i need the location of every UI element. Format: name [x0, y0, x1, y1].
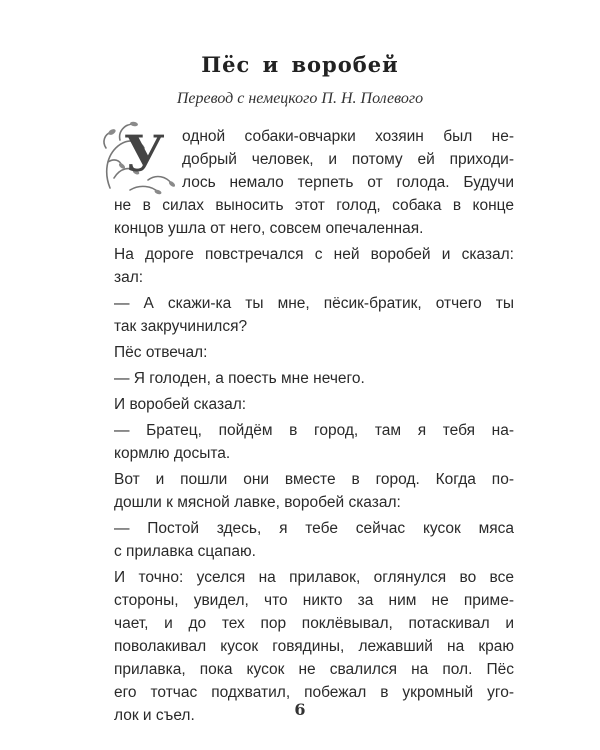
text-line: стороны, увидел, что никто за ним не приме-	[114, 592, 514, 609]
text-line: чает, и до тех пор поклёвывал, потаскивал и	[114, 615, 514, 632]
text-line: — Я голоден, а поесть мне нечего.	[114, 370, 365, 387]
text-line: не в силах выносить этот голод, собака в конце	[114, 197, 514, 214]
page-number: 6	[294, 700, 306, 719]
text-line: И воробей сказал:	[114, 396, 247, 413]
text-line: лок и съел.	[114, 707, 195, 724]
story-title: Пёс и воробей	[201, 52, 399, 77]
text-line: И точно: уселся на прилавок, оглянулся во все	[114, 569, 514, 586]
text-line: Вот и пошли они вместе в город. Когда по-	[114, 471, 514, 488]
text-line: с прилавка сцапаю.	[114, 543, 256, 560]
translator-credit: Перевод с немецкого П. Н. Полевого	[176, 90, 424, 107]
story-text	[114, 125, 514, 727]
text-line: Пёс отвечал:	[114, 344, 208, 361]
text-line: одной собаки-овчарки хозяин был не-	[182, 128, 514, 145]
text-line: На дороге повстречался с ней воробей и сказал:	[114, 246, 514, 263]
text-line: поволакивал кусок говядины, лежавший на краю	[114, 638, 514, 655]
text-line: прилавка, пока кусок не свалился на пол. Пёс	[114, 661, 514, 678]
text-line: концов ушла от него, совсем опечаленная.	[114, 220, 424, 237]
text-line: так закручинился?	[114, 318, 248, 335]
text-line: — Братец, пойдём в город, там я тебя на-	[114, 422, 514, 439]
text-line: дошли к мясной лавке, воробей сказал:	[114, 494, 401, 511]
text-line: — Постой здесь, я тебе сейчас кусок мяса	[114, 520, 514, 537]
text-line: лось немало терпеть от голода. Будучи	[182, 174, 514, 191]
text-line: — А скажи-ка ты мне, пёсик-братик, отчего ты	[114, 295, 514, 312]
text-line: добрый человек, и потому ей приходи-	[182, 151, 514, 168]
text-line: зал:	[114, 269, 144, 286]
drop-cap-letter: У	[124, 124, 165, 183]
text-line: его тотчас подхватил, побежал в укромный уго-	[114, 684, 514, 701]
text-line: кормлю досыта.	[114, 445, 231, 462]
